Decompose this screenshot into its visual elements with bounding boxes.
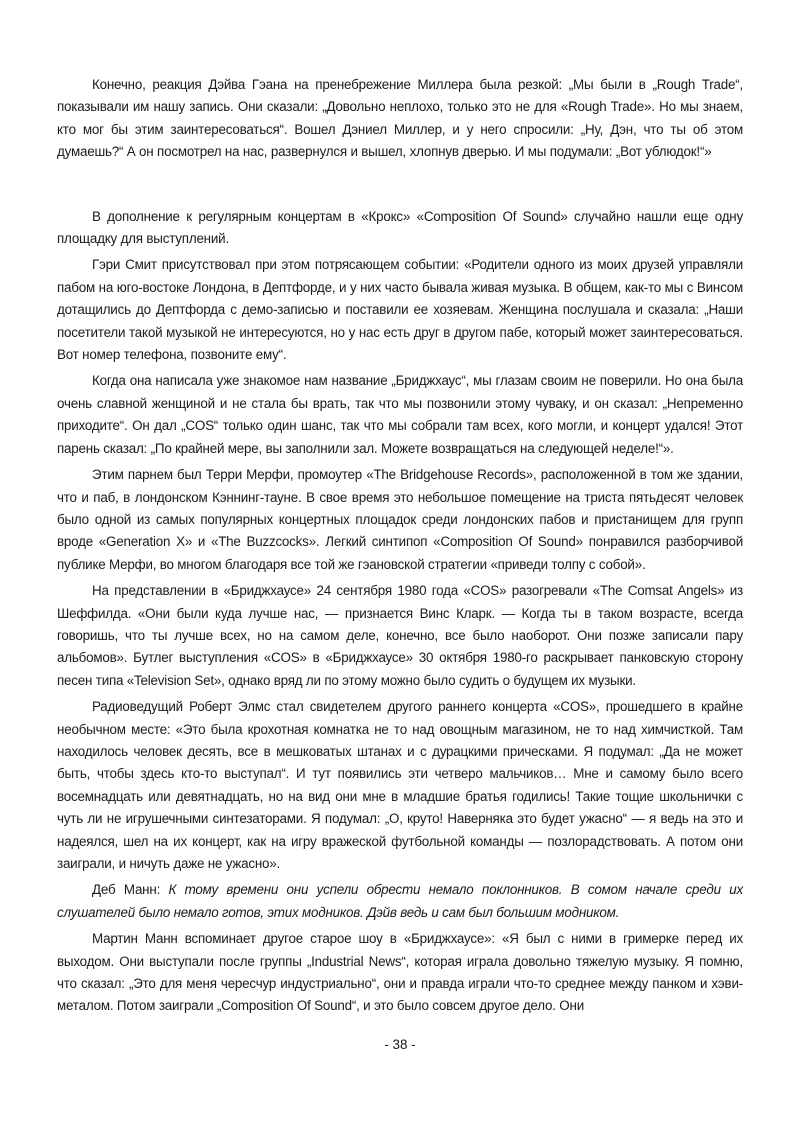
paragraph-1: Конечно, реакция Дэйва Гэана на пренебрежение Миллера была резкой: „Мы были в „Rough Trade“, показывали им нашу запись. Они сказали: „Довольно неплохо, только это не для «Rough Trade». Но мы знаем, кто мог бы этим заинтересоваться“. Вошел Дэниел Миллер, и у него спросили: „Ну, Дэн, что ты об этом думаешь?“ А он посмотрел на нас, развернулся и вышел, хлопнув дверью. И мы подумали: „Вот ублюдок!“»: [57, 77, 743, 160]
page-number: - 38 -: [384, 1037, 416, 1052]
paragraph-4: Когда она написала уже знакомое нам название „Бриджхаус“, мы глазам своим не поверили. Но она была очень славной женщиной и не стала бы врать, так что мы позвонили этому чуваку, и он сказал: „Непременно приходите“. Он дал „COS“ только один шанс, так что мы собрали там всех, кого могли, и концерт удался! Этот парень сказал: „По крайней мере, вы заполнили зал. Можете возвращаться на следующей неделе!“».: [57, 373, 743, 456]
paragraph-7: Радиоведущий Роберт Элмс стал свидетелем другого раннего концерта «COS», прошедшего в крайне необычном месте: «Это была крохотная комнатка не то над овощным магазином, не то над химчисткой. Там находилось человек десять, все в мешковатых штанах и с дурацкими прическами. Я подумал: „Да не может быть, чтобы здесь кто-то выступал“. И тут появились эти четверо мальчиков… Мне и самому было всего восемнадцать или девятнадцать, но на вид они мне в младшие братья годились! Такие тощие школьнички с чуть ли не игрушечными синтезаторами. Я подумал: „О, круто! Наверняка это будет ужасно“ — я ведь на это и надеялся, шел на их концерт, как на игру вражеской футбольной команды — позлорадствовать. А потом они заиграли, и ничуть даже не ужасно».: [57, 699, 743, 871]
italic-quote: К тому времени они успели обрести немало поклонников. В сомом начале среди их слушателей было немало готов, этих модников. Дэйв ведь и сам был большим модником.: [57, 882, 743, 920]
speaker-label: Деб Манн:: [92, 882, 169, 898]
paragraph-8-quote: [57, 879, 743, 924]
document-page: [57, 74, 743, 1018]
paragraph-5: Этим парнем был Терри Мерфи, промоутер «The Bridgehouse Records», расположенной в том же здании, что и паб, в лондонском Кэннинг-тауне. В свое время это небольшое помещение на триста пятьдесят человек было одной из самых популярных концертных площадок среди лондонских пабов и пристанищем для групп вроде «Generation X» и «The Buzzcocks». Легкий синтипоп «Composition Of Sound» понравился разборчивой публике Мерфи, во многом благодаря все той же гэановской стратегии «приведи толпу с собой».: [57, 467, 743, 572]
paragraph-2: В дополнение к регулярным концертам в «Крокс» «Composition Of Sound» случайно нашли еще одну площадку для выступлений.: [57, 208, 743, 247]
paragraph-9: Мартин Манн вспоминает другое старое шоу в «Бриджхаусе»: «Я был с ними в гримерке перед их выходом. Они выступали после группы „Industrial News“, которая играла довольно тяжелую музыку. Я помню, что сказал: „Это для меня чересчур индустриально“, они и правда играли что-то среднее между панком и хэви-металом. Потом заиграли „Composition Of Sound“, и это было совсем другое дело. Они: [57, 931, 743, 1014]
paragraph-3: Гэри Смит присутствовал при этом потрясающем событии: «Родители одного из моих друзей управляли пабом на юго-востоке Лондона, в Дептфорде, и у них часто бывала живая музыка. В общем, как-то мы с Винсом дотащились до Дептфорда с демо-записью и поставили ее хозяевам. Женщина послушала и сказала: „Наши посетители такой музыкой не интересуются, но у нас есть друг в другом пабе, который может заинтересоваться. Вот номер телефона, позвоните ему“.: [57, 257, 743, 363]
paragraph-6: На представлении в «Бриджхаусе» 24 сентября 1980 года «COS» разогревали «The Comsat Angels» из Шеффилда. «Они были куда лучше нас, — признается Винс Кларк. — Когда ты в таком возрасте, всегда говоришь, что ты лучше всех, но на самом деле, конечно, все было наоборот. Они позже записали пару альбомов». Бутлег выступления «COS» в «Бриджхаусе» 30 октября 1980-го раскрывает панковскую сторону песен типа «Television Set», однако вряд ли по этому можно было судить о будущем их музыки.: [57, 583, 743, 688]
